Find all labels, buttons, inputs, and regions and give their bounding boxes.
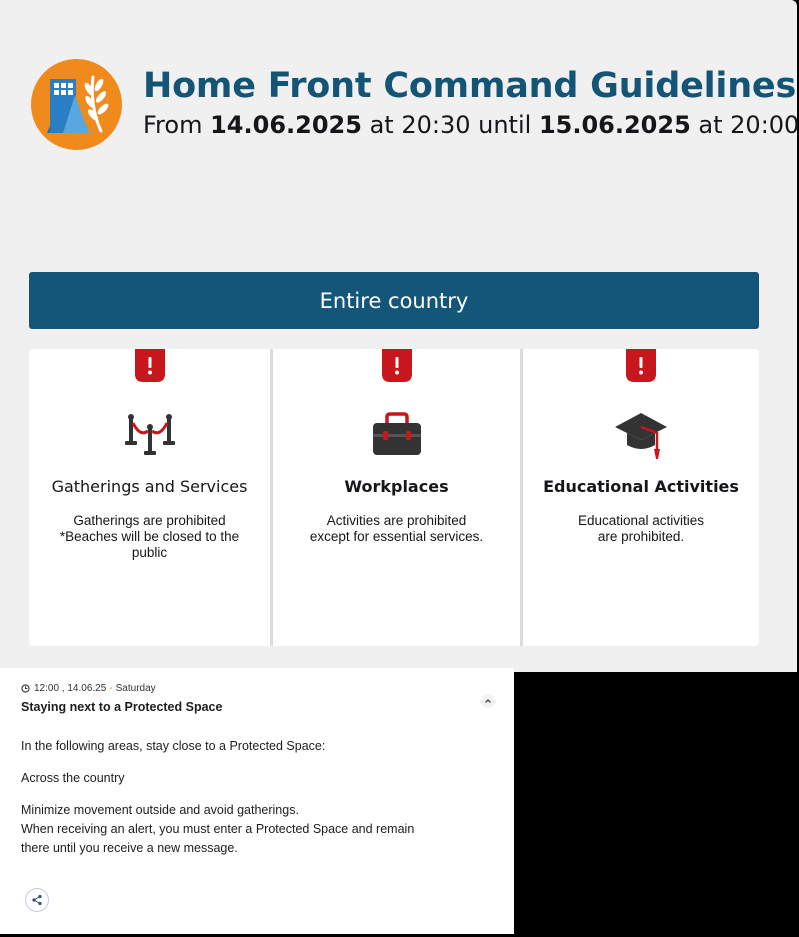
card-line: *Beaches will be closed to the bbox=[59, 529, 240, 544]
message-line: In the following areas, stay close to a Protected Space: bbox=[21, 739, 326, 753]
exclamation-icon bbox=[626, 349, 656, 382]
exclamation-icon bbox=[135, 349, 165, 382]
message-time: 12:00 , 14.06.25 bbox=[34, 683, 107, 694]
briefcase-icon bbox=[369, 407, 425, 463]
card-education bbox=[523, 349, 759, 646]
card-line: Activities are prohibited bbox=[326, 513, 467, 528]
card-line: public bbox=[131, 545, 168, 560]
message-line: When receiving an alert, you must enter a Protected Space and remain bbox=[21, 822, 415, 836]
page-title: Home Front Command Guidelines bbox=[143, 66, 797, 106]
card-line: Educational activities bbox=[577, 513, 705, 528]
validity-period bbox=[143, 108, 799, 142]
end-time-label: at 20:00 bbox=[698, 111, 799, 139]
message-line: there until you receive a new message. bbox=[21, 841, 238, 855]
meta-separator: - bbox=[109, 683, 113, 694]
card-description bbox=[281, 513, 512, 545]
card-gatherings bbox=[29, 349, 270, 646]
collapse-button[interactable] bbox=[481, 694, 495, 708]
card-line: Gatherings are prohibited bbox=[73, 513, 226, 528]
card-line: except for essential services. bbox=[309, 529, 484, 544]
message-title: Staying next to a Protected Space bbox=[21, 700, 223, 714]
end-date: 15.06.2025 bbox=[538, 111, 691, 139]
start-date: 14.06.2025 bbox=[210, 111, 362, 139]
message-meta bbox=[21, 683, 156, 694]
chevron-up-icon bbox=[484, 697, 492, 705]
region-banner: Entire country bbox=[29, 272, 759, 329]
guideline-cards bbox=[29, 349, 759, 646]
exclamation-icon bbox=[382, 349, 412, 382]
share-button[interactable] bbox=[25, 888, 49, 912]
card-title: Workplaces bbox=[344, 477, 449, 496]
start-time-label: at 20:30 until bbox=[369, 111, 532, 139]
from-label: From bbox=[143, 111, 203, 139]
share-icon bbox=[31, 894, 43, 906]
rope-barrier-icon bbox=[122, 407, 178, 463]
home-front-command-logo bbox=[31, 59, 122, 150]
card-line: are prohibited. bbox=[597, 529, 685, 544]
message-line: Across the country bbox=[21, 771, 125, 785]
card-title: Gatherings and Services bbox=[51, 477, 248, 496]
card-title: Educational Activities bbox=[543, 477, 739, 496]
graduation-cap-icon bbox=[613, 407, 669, 463]
card-workplaces bbox=[273, 349, 520, 646]
card-description bbox=[37, 513, 262, 561]
message-day: Saturday bbox=[115, 683, 156, 694]
card-description bbox=[531, 513, 751, 545]
clock-icon bbox=[21, 684, 30, 693]
message-line: Minimize movement outside and avoid gatherings. bbox=[21, 803, 299, 817]
